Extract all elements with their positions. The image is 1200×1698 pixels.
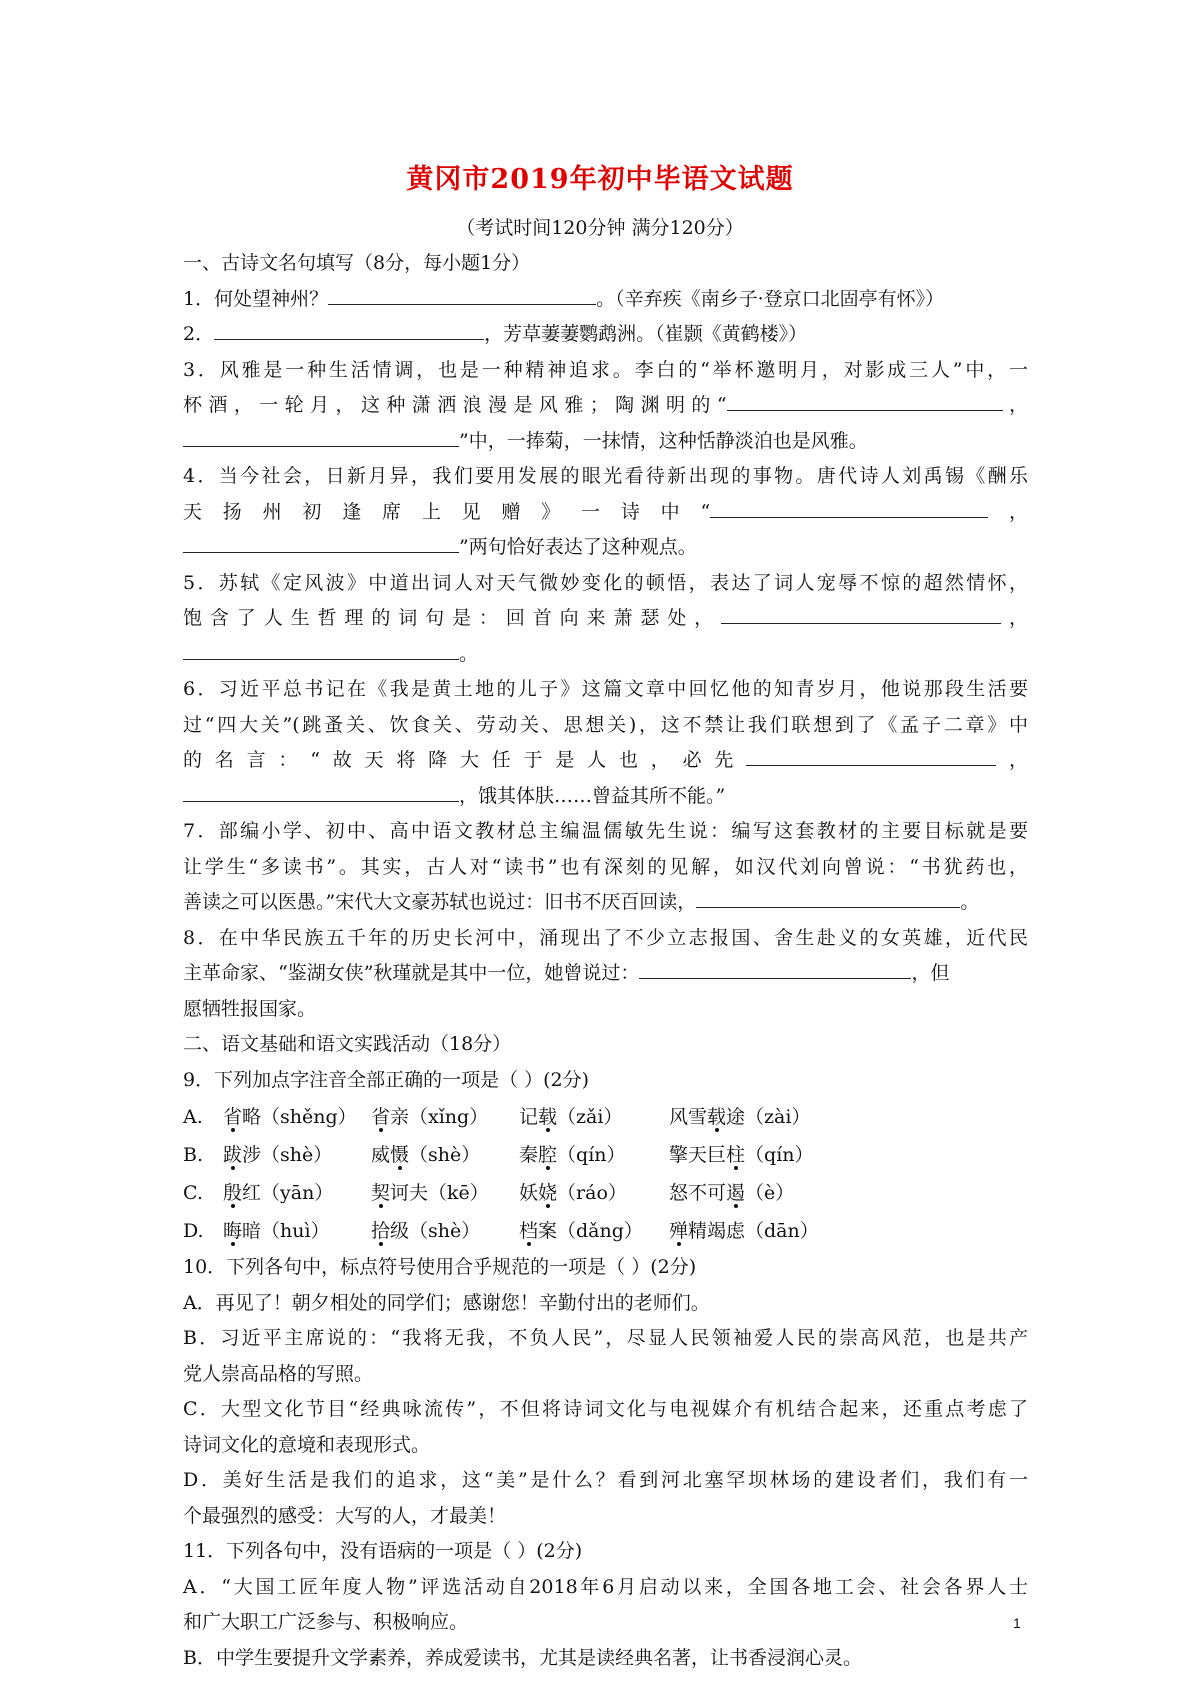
answer-blank[interactable] xyxy=(183,637,459,660)
question-8-line: 8．在中华民族五千年的历史长河中，涌现出了不少立志报国、舍生赴义的女英雄，近代民 xyxy=(183,926,1028,949)
question-6-line: 6．习近平总书记在《我是黄土地的儿子》这篇文章中回忆他的知青岁月，他说那段生活要 xyxy=(183,678,1028,700)
question-5-line: 5．苏轼《定风波》中道出词人对天气微妙变化的顿悟，表达了词人宠辱不惊的超然情怀， xyxy=(183,571,1028,594)
question-6-line: 的名言：“故天将降大任于是人也，必先 ， xyxy=(183,743,1028,779)
answer-blank[interactable] xyxy=(727,388,1003,411)
answer-blank[interactable] xyxy=(639,956,911,979)
question-3-line: 3．风雅是一种生活情调，也是一种精神追求。李白的“举杯邀明月，对影成三人”中，一 xyxy=(183,358,1028,381)
question-1: 1．何处望神州？ 。（辛弃疾《南乡子·登京口北固亭有怀》） xyxy=(183,282,1028,318)
question-5-line: 饱含了人生哲理的词句是：回首向来萧瑟处， ， xyxy=(183,601,1028,637)
answer-blank[interactable] xyxy=(710,495,988,518)
question-4-line: 天扬州初逢席上见赠》一诗中“ ， xyxy=(183,495,1028,531)
q10-option-a: A．再见了！朝夕相处的同学们；感谢您！辛勤付出的老师们。 xyxy=(183,1291,710,1314)
question-7-line: 善读之可以医愚。”宋代大文豪苏轼也说过：旧书不厌百回读， 。 xyxy=(183,885,1028,921)
q10-option-b-cont: 党人崇高品格的写照。 xyxy=(183,1362,374,1385)
q9-option-c: C. 殷红（yān） 契诃夫（kē） 妖娆（ráo） 怒不可遏（è） xyxy=(183,1174,1028,1212)
q9-option-a: A. 省略（shěng） 省亲（xǐng） 记载（zǎi） 风雪载途（zài） xyxy=(183,1098,1028,1136)
question-10-stem: 10．下列各句中，标点符号使用合乎规范的一项是（ ）(2分) xyxy=(183,1256,697,1278)
q10-option-d: D．美好生活是我们的追求，这“美”是什么？看到河北塞罕坝林场的建设者们，我们有一 xyxy=(183,1469,1028,1491)
answer-blank[interactable] xyxy=(183,779,459,802)
answer-blank[interactable] xyxy=(214,317,484,340)
q11-option-a: A．“大国工匠年度人物”评选活动自2018年6月启动以来，全国各地工会、社会各界人士 xyxy=(183,1575,1028,1598)
question-11-stem: 11．下列各句中，没有语病的一项是（ ）(2分) xyxy=(183,1540,583,1562)
page-title: 黄冈市2019年初中毕语文试题 xyxy=(406,164,794,195)
q10-option-c-cont: 诗词文化的意境和表现形式。 xyxy=(183,1433,431,1456)
answer-blank[interactable] xyxy=(183,424,459,447)
q9-option-d: D. 晦暗（huì） 拾级（shè） 档案（dǎng） 殚精竭虑（dān） xyxy=(183,1212,1028,1250)
question-4-line: 4．当今社会，日新月异，我们要用发展的眼光看待新出现的事物。唐代诗人刘禹锡《酬乐 xyxy=(183,465,1028,487)
section-heading: 一、古诗文名句填写（8分，每小题1分） xyxy=(183,252,531,274)
question-8-line: 主革命家、“鉴湖女侠”秋瑾就是其中一位，她曾说过： ，但 xyxy=(183,956,1028,992)
question-5-line: 。 xyxy=(183,637,1028,673)
question-6-line: 过“四大关”(跳蚤关、饮食关、劳动关、思想关)，这不禁让我们联想到了《孟子二章》中 xyxy=(183,713,1028,736)
question-3-line: ”中，一捧菊，一抹情，这种恬静淡泊也是风雅。 xyxy=(183,424,1028,460)
answer-blank[interactable] xyxy=(746,743,996,766)
answer-blank[interactable] xyxy=(696,885,960,908)
question-7-line: 7．部编小学、初中、高中语文教材总主编温儒敏先生说：编写这套教材的主要目标就是要 xyxy=(183,820,1028,842)
q11-option-b: B．中学生要提升文学素养，养成爱读书，尤其是读经典名著，让书香浸润心灵。 xyxy=(183,1646,862,1669)
q10-option-d-cont: 个最强烈的感受：大写的人，才最美！ xyxy=(183,1504,507,1527)
question-3-line: 杯酒，一轮月，这种潇洒浪漫是风雅；陶渊明的“ ， xyxy=(183,388,1028,424)
exam-body xyxy=(183,246,1028,1676)
q9-option-b: B. 跋涉（shè） 威慑（shè） 秦腔（qín） 擎天巨柱（qín） xyxy=(183,1136,1028,1174)
answer-blank[interactable] xyxy=(183,530,459,553)
exam-info: （考试时间120分钟 满分120分） xyxy=(456,217,744,239)
answer-blank[interactable] xyxy=(721,601,1001,624)
section-heading: 二、语文基础和语文实践活动（18分） xyxy=(183,1033,512,1055)
question-4-line: ”两句恰好表达了这种观点。 xyxy=(183,530,1028,566)
question-6-line: ，饿其体肤……曾益其所不能。” xyxy=(183,779,1028,815)
question-8-line: 愿牺牲报国家。 xyxy=(183,997,317,1020)
q11-option-a-cont: 和广大职工广泛参与、积极响应。 xyxy=(183,1611,469,1633)
q10-option-b: B．习近平主席说的：“我将无我，不负人民”，尽显人民领袖爱人民的崇高风范，也是共产 xyxy=(183,1327,1028,1349)
answer-blank[interactable] xyxy=(328,282,596,305)
question-9-stem: 9．下列加点字注音全部正确的一项是（ ）(2分) xyxy=(183,1068,590,1091)
page-number: 1 xyxy=(1013,1615,1021,1631)
question-7-line: 让学生“多读书”。其实，古人对“读书”也有深刻的见解，如汉代刘向曾说：“书犹药也， xyxy=(183,855,1028,878)
q10-option-c: C．大型文化节目“经典咏流传”，不但将诗词文化与电视媒介有机结合起来，还重点考虑了 xyxy=(183,1398,1028,1420)
question-2: 2． ，芳草萋萋鹦鹉洲。（崔颢《黄鹤楼》） xyxy=(183,317,1028,353)
